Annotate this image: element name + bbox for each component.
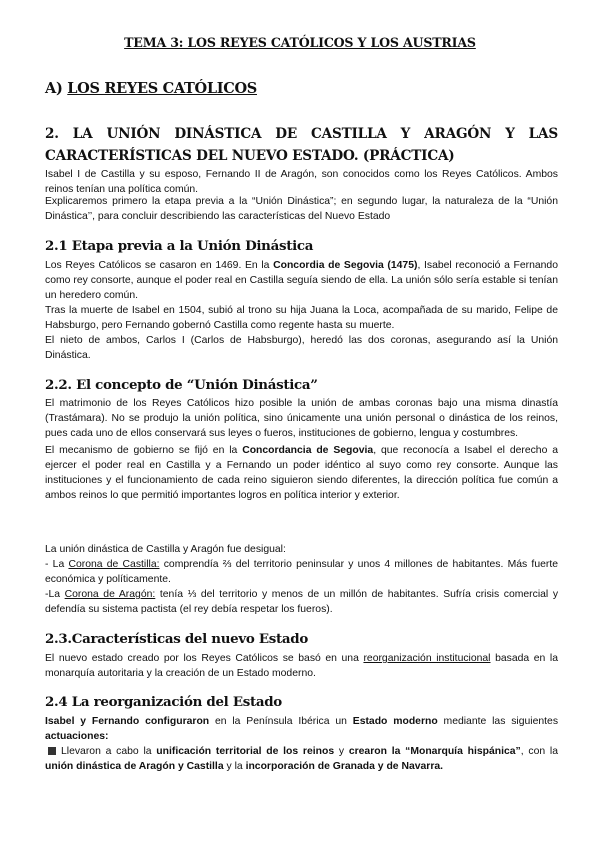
section-2-1-paragraph-1 (45, 258, 558, 303)
text-run: El mecanismo de gobierno se fijó en la (45, 445, 243, 456)
section-2-4-paragraph-1 (45, 714, 558, 744)
text-run: actuaciones: (45, 731, 109, 742)
text-run: crearon la “Monarquía hispánica” (348, 746, 521, 757)
text-run: Isabel y Fernando configuraron (45, 716, 210, 727)
text-run: incorporación de Granada y de Navarra. (245, 761, 444, 772)
section-2-paragraph-1: Isabel I de Castilla y su esposo, Fernando II de Aragón, son conocidos como los Reyes Católicos. Ambos reinos tenían una política común. (45, 169, 558, 195)
text-run: , con la (520, 746, 558, 757)
section-2-1-paragraph-3: El nieto de ambos, Carlos I (Carlos de Habsburgo), heredó las dos coronas, asegurando así la Unión Dinástica. (45, 335, 558, 361)
corona-castilla-item (45, 557, 558, 587)
text-run: y (334, 746, 349, 757)
text-run: , Isabel reconoció a Fernando como rey consorte, aunque el poder real en Castilla seguía siendo de ella. La unión sólo sería estable si tenían un heredero común. (45, 260, 558, 301)
concordancia-segovia-term: Concordancia de Segovia (242, 445, 374, 456)
document-title: TEMA 3: LOS REYES CATÓLICOS Y LOS AUSTRIAS (124, 35, 476, 50)
text-run: El nuevo estado creado por los Reyes Católicos se basó en una (45, 653, 364, 664)
section-2-1-paragraph-2: Tras la muerte de Isabel en 1504, subió al trono su hija Juana la Loca, acompañada de su marido, Felipe de Habsburgo, pero Fernando gobernó Castilla como regente hasta su muerte. (45, 305, 558, 331)
text-run: mediante las siguientes (437, 716, 559, 727)
estado-moderno-term: Estado moderno (352, 716, 438, 727)
section-2-4-heading: 2.4 La reorganización del Estado (45, 694, 282, 710)
corona-castilla-term: Corona de Castilla: (68, 559, 160, 570)
reorganizacion-term: reorganización institucional (363, 653, 491, 664)
text-run: Llevaron a cabo la (61, 746, 157, 757)
text-run: , que reconocía a Isabel el derecho a ejercer el poder real en Castilla y a Fernando un poder idéntico al suyo como rey consorte. Aunque las instituciones y el funcionamiento de cada reino siguieron siendo diferentes, la dirección política fue común a ambos reinos lo que permitió importantes logros en política interior y exterior. (45, 445, 559, 501)
section-2-3-paragraph-1 (45, 651, 558, 681)
section-2-4-bullet-1 (45, 744, 558, 774)
section-2-1-heading: 2.1 Etapa previa a la Unión Dinástica (45, 238, 314, 254)
text-run: basada en la monarquía autoritaria y la creación de un Estado moderno. (45, 653, 558, 679)
corona-aragon-item (45, 587, 558, 617)
text-run: comprendía ⅔ del territorio peninsular y unos 4 millones de habitantes. Más fuerte económica y políticamente. (45, 559, 558, 585)
text-run: en la Península Ibérica un (209, 716, 353, 727)
square-bullet-icon (48, 747, 56, 755)
section-2-2-paragraph-3: La unión dinástica de Castilla y Aragón fue desigual: (45, 544, 286, 555)
text-run: -La (45, 589, 65, 600)
corona-aragon-term: Corona de Aragón: (64, 589, 156, 600)
section-2-2-paragraph-1: El matrimonio de los Reyes Católicos hizo posible la unión de ambas coronas bajo una misma dinastía (Trastámara). No se produjo la unión política, sino únicamente una unión personal o dinástica de los reinos, pues cada uno de ellos conservará sus leyes o fueros, instituciones de gobierno, lengua y costumbres. (45, 398, 558, 439)
text-run: tenía ⅓ del territorio y menos de un millón de habitantes. Sufría crisis comercial y defendía su sistema pactista (el rey debía respetar los fueros). (45, 589, 559, 615)
section-2-3-heading: 2.3.Características del nuevo Estado (45, 631, 308, 647)
section-a-heading (45, 80, 257, 97)
text-run: y la (223, 761, 246, 772)
concordia-segovia-term: Concordia de Segovia (1475) (273, 260, 418, 271)
section-2-2-paragraph-2 (45, 443, 558, 503)
section-2-paragraph-2: Explicaremos primero la etapa previa a la “Unión Dinástica”; en segundo lugar, la naturaleza de la “Unión Dinástica’’, para concluir describiendo las características del Nuevo Estado (45, 196, 558, 222)
section-a-prefix: A) (45, 80, 63, 97)
text-run: - La (45, 559, 69, 570)
text-run: Los Reyes Católicos se casaron en 1469. En la (45, 260, 274, 271)
section-2-heading: 2. LA UNIÓN DINÁSTICA DE CASTILLA Y ARAGÓN Y LAS CARACTERÍSTICAS DEL NUEVO ESTADO. (PRÁCTICA) (45, 126, 558, 164)
text-run: unión dinástica de Aragón y Castilla (45, 761, 224, 772)
section-a-title: LOS REYES CATÓLICOS (67, 80, 257, 97)
text-run: unificación territorial de los reinos (156, 746, 335, 757)
section-2-2-heading: 2.2. El concepto de “Unión Dinástica” (45, 377, 318, 393)
